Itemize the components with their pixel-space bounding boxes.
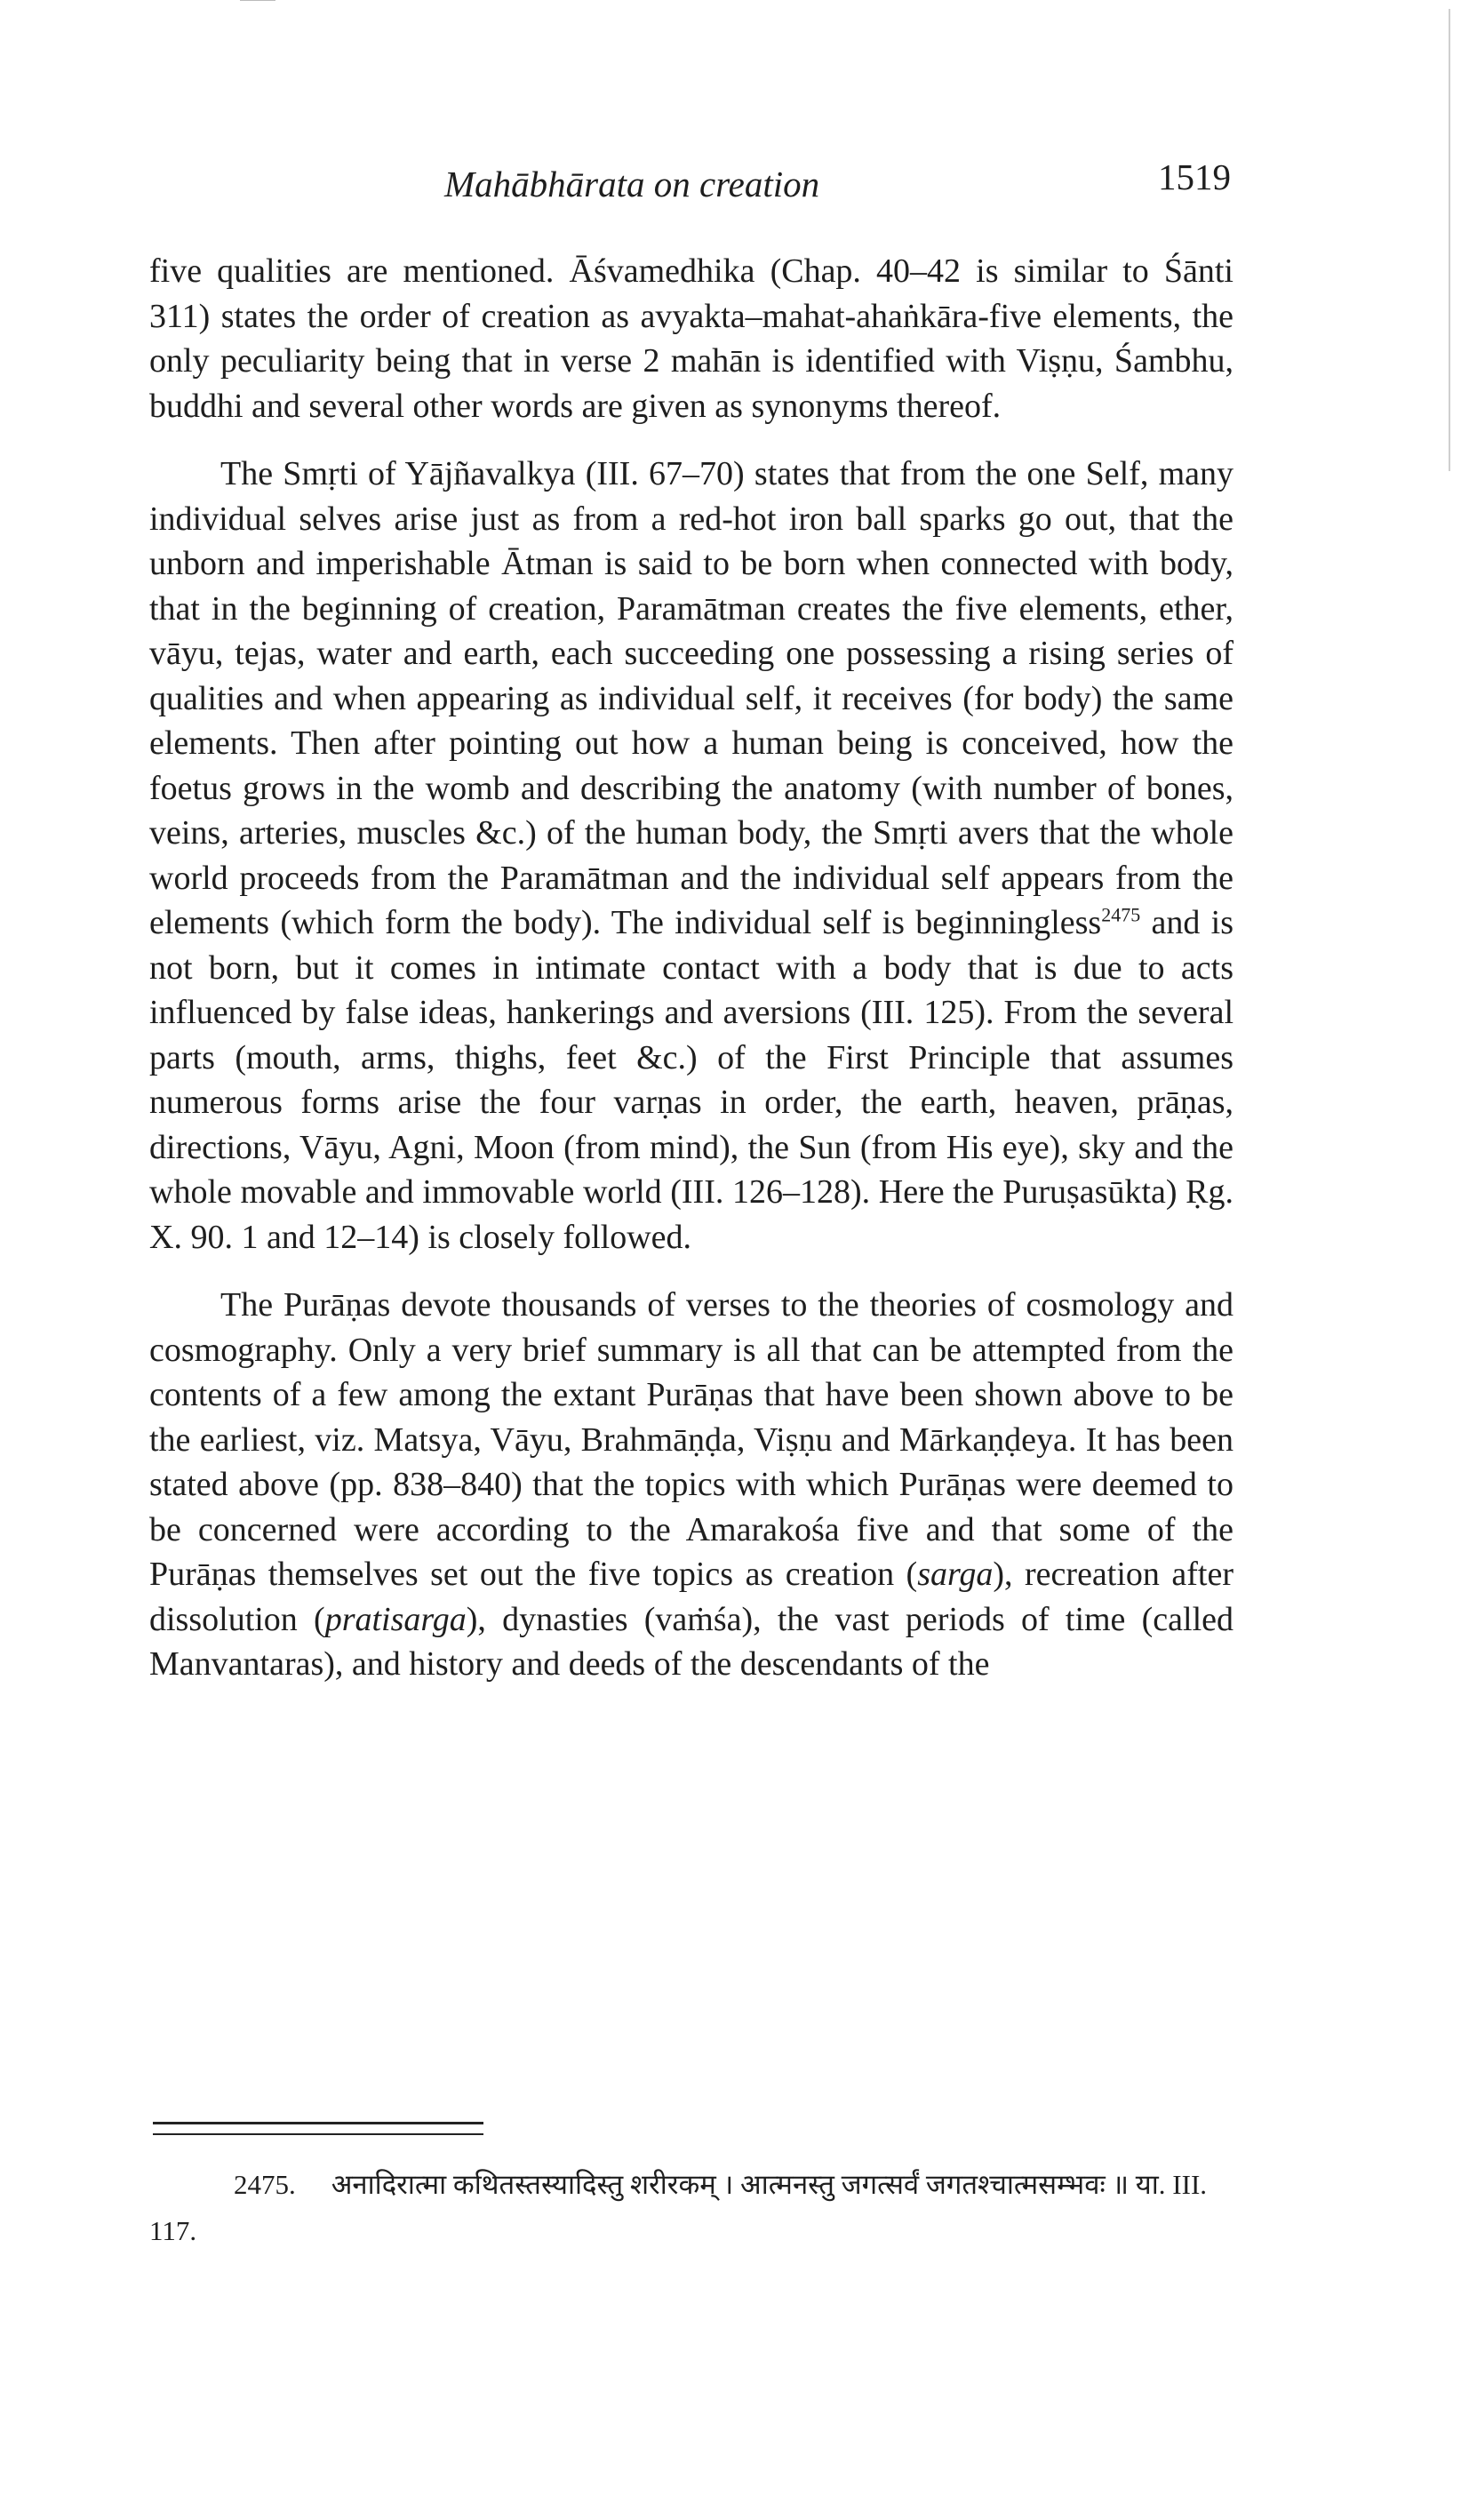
main-text	[149, 249, 1233, 1710]
footnote-number: 2475.	[234, 2169, 296, 2200]
paragraph-3	[149, 1283, 1233, 1687]
paragraph-1: five qualities are mentioned. Āśvamedhika (Chap. 40–42 is similar to Śānti 311) states the order of creation as avyakta–mahat-ahaṅkāra-five elements, the only peculiarity being that in verse 2 mahān is identified with Viṣṇu, Śambhu, buddhi and several other words are given as synonyms thereof.	[149, 252, 1233, 425]
footnote-rule-secondary	[153, 2133, 483, 2135]
footnote	[149, 2162, 1233, 2254]
footnote-reference: 2475	[1101, 903, 1141, 926]
term-pratisarga: pratisarga	[324, 1600, 467, 1638]
page-number: 1519	[1158, 156, 1231, 197]
page-header	[151, 156, 1231, 216]
paragraph-2-text-a: The Smṛti of Yājñavalkya (III. 67–70) states that from the one Self, many individual selves arise just as from a red-hot iron ball sparks go out, that the unborn and imperishable Ātman is said to be born when connected with body, that in the beginning of creation, Paramātman creates the five elements, ether, vāyu, tejas, water and earth, each succeeding one possessing a rising series of qualities and when appearing as individual self, it receives (for body) the same elements. Then after pointing out how a human being is conceived, how the foetus grows in the womb and describing the anatomy (with number of bones, veins, arteries, muscles &c.) of the human body, the Smṛti avers that the whole world proceeds from the Paramātman and the individual self appears from the elements (which form the body). The individual self is beginningless	[149, 455, 1233, 941]
paragraph-3-text-a: The Purāṇas devote thousands of verses to the theories of cosmology and cosmography. Only a very brief summary is all that can be attempted from the contents of a few among the extant Purāṇas that have been shown above to be the earliest, viz. Matsya, Vāyu, Brahmāṇḍa, Viṣṇu and Mārkaṇḍeya. It has been stated above (pp. 838–840) that the topics with which Purāṇas were deemed to be concerned were according to the Amarakośa five and that some of the Purāṇas themselves set out the five topics as creation (	[149, 1286, 1233, 1593]
paragraph-3-text-c: ), dynasties (vaṁśa), the vast periods of time (called Manvantaras), and history and deeds of the descendants of the	[149, 1600, 1234, 1683]
page-edge-mark	[1449, 9, 1450, 471]
paragraph-2-text-b: and is not born, but it comes in intimate contact with a body that is due to acts influenced by false ideas, hankerings and aversions (III. 125). From the several parts (mouth, arms, thighs, feet &c.) of the First Principle that assumes numerous forms arise the four varṇas in order, the earth, heaven, prāṇas, directions, Vāyu, Agni, Moon (from mind), the Sun (from His eye), sky and the whole movable and immovable world (III. 126–128). Here the Puruṣasūkta) Ṛg. X. 90. 1 and 12–14) is closely followed.	[149, 904, 1233, 1256]
term-sarga: sarga	[917, 1556, 994, 1593]
crop-mark	[240, 0, 275, 1]
paragraph-3-text-b: ), recreation after dissolution (	[149, 1556, 1233, 1638]
running-title: Mahābhārata on creation	[444, 164, 820, 204]
footnote-text: अनादिरात्मा कथितस्तस्यादिस्तु शरीरकम् । आत्मनस्तु जगत्सर्वं जगतश्चात्मसम्भवः ॥ या. III. 117.	[149, 2169, 1208, 2246]
paragraph-2	[149, 452, 1233, 1260]
footnote-rule	[153, 2122, 483, 2124]
